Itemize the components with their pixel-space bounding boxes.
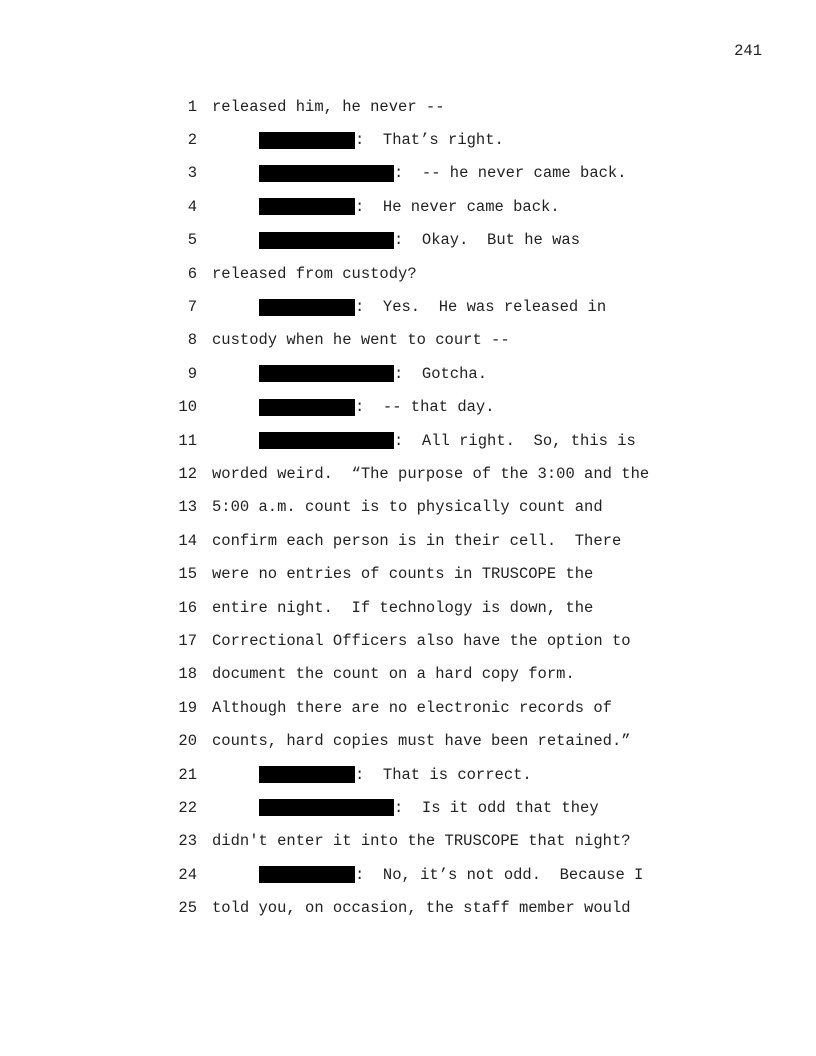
transcript-line — [0, 758, 816, 791]
transcript-line — [0, 557, 816, 590]
transcript-line — [0, 90, 816, 123]
transcript-line — [0, 658, 816, 691]
line-number: 16 — [178, 598, 197, 617]
line-number: 12 — [178, 464, 197, 483]
line-text: counts, hard copies must have been retained.” — [212, 732, 631, 751]
line-text: : That’s right. — [355, 131, 504, 150]
transcript-line — [0, 157, 816, 190]
line-number: 4 — [187, 197, 197, 216]
transcript-line — [0, 491, 816, 524]
transcript-line — [0, 624, 816, 657]
line-text: : That is correct. — [355, 765, 532, 784]
transcript-line — [0, 524, 816, 557]
speaker-line — [259, 398, 495, 416]
line-number: 22 — [178, 798, 197, 817]
line-number: 19 — [178, 698, 197, 717]
line-text: : -- that day. — [355, 398, 495, 417]
transcript-line — [0, 424, 816, 457]
line-number: 15 — [178, 565, 197, 584]
line-text: : Is it odd that they — [394, 798, 599, 817]
line-number: 23 — [178, 832, 197, 851]
line-number: 7 — [187, 298, 197, 317]
line-text: worded weird. “The purpose of the 3:00 and the — [212, 464, 650, 483]
redacted-speaker-name — [259, 766, 355, 783]
redacted-speaker-name — [259, 365, 394, 382]
line-number: 10 — [178, 398, 197, 417]
transcript-line — [0, 324, 816, 357]
line-text: custody when he went to court -- — [212, 331, 510, 350]
line-number: 14 — [178, 531, 197, 550]
speaker-line — [259, 298, 606, 316]
redacted-speaker-name — [259, 165, 394, 182]
redacted-speaker-name — [259, 866, 355, 883]
line-number: 17 — [178, 631, 197, 650]
redacted-speaker-name — [259, 799, 394, 816]
transcript-line — [0, 858, 816, 891]
line-number: 3 — [187, 164, 197, 183]
speaker-line — [259, 131, 504, 149]
speaker-line — [259, 231, 580, 249]
speaker-line — [259, 799, 599, 817]
transcript-line — [0, 791, 816, 824]
speaker-line — [259, 164, 627, 182]
speaker-line — [259, 365, 487, 383]
speaker-line — [259, 198, 560, 216]
speaker-line — [259, 766, 532, 784]
line-number: 9 — [187, 364, 197, 383]
transcript-line — [0, 591, 816, 624]
line-text: : Gotcha. — [394, 364, 488, 383]
line-text: : No, it’s not odd. Because I — [355, 865, 644, 884]
line-text: 5:00 a.m. count is to physically count and — [212, 498, 603, 517]
transcript-line — [0, 891, 816, 924]
speaker-line — [259, 432, 636, 450]
line-number: 21 — [178, 765, 197, 784]
transcript-line — [0, 257, 816, 290]
line-text: didn't enter it into the TRUSCOPE that night? — [212, 832, 631, 851]
line-text: told you, on occasion, the staff member would — [212, 899, 631, 918]
line-text: : All right. So, this is — [394, 431, 636, 450]
line-number: 18 — [178, 665, 197, 684]
transcript-line — [0, 224, 816, 257]
transcript-line — [0, 357, 816, 390]
redacted-speaker-name — [259, 299, 355, 316]
redacted-speaker-name — [259, 432, 394, 449]
line-text: confirm each person is in their cell. There — [212, 531, 622, 550]
redacted-speaker-name — [259, 232, 394, 249]
line-number: 11 — [178, 431, 197, 450]
transcript-line — [0, 123, 816, 156]
line-text: Although there are no electronic records of — [212, 698, 612, 717]
line-text: released him, he never -- — [212, 97, 445, 116]
line-text: : Okay. But he was — [394, 231, 581, 250]
redacted-speaker-name — [259, 198, 355, 215]
line-text: : He never came back. — [355, 197, 560, 216]
line-text: entire night. If technology is down, the — [212, 598, 594, 617]
line-number: 25 — [178, 899, 197, 918]
transcript-body — [0, 90, 816, 925]
line-number: 2 — [187, 131, 197, 150]
line-number: 6 — [187, 264, 197, 283]
line-text: were no entries of counts in TRUSCOPE the — [212, 565, 594, 584]
line-text: Correctional Officers also have the option to — [212, 631, 631, 650]
redacted-speaker-name — [259, 399, 355, 416]
transcript-line — [0, 290, 816, 323]
line-text: released from custody? — [212, 264, 417, 283]
transcript-line — [0, 190, 816, 223]
transcript-line — [0, 691, 816, 724]
transcript-line — [0, 457, 816, 490]
redacted-speaker-name — [259, 132, 355, 149]
line-number: 1 — [187, 97, 197, 116]
line-number: 20 — [178, 732, 197, 751]
line-text: document the count on a hard copy form. — [212, 665, 575, 684]
line-text: : -- he never came back. — [394, 164, 627, 183]
line-number: 13 — [178, 498, 197, 517]
transcript-line — [0, 724, 816, 757]
transcript-line — [0, 391, 816, 424]
line-number: 24 — [178, 865, 197, 884]
line-number: 8 — [187, 331, 197, 350]
speaker-line — [259, 866, 643, 884]
line-text: : Yes. He was released in — [355, 298, 607, 317]
line-number: 5 — [187, 231, 197, 250]
page-number: 241 — [734, 42, 762, 60]
transcript-line — [0, 825, 816, 858]
